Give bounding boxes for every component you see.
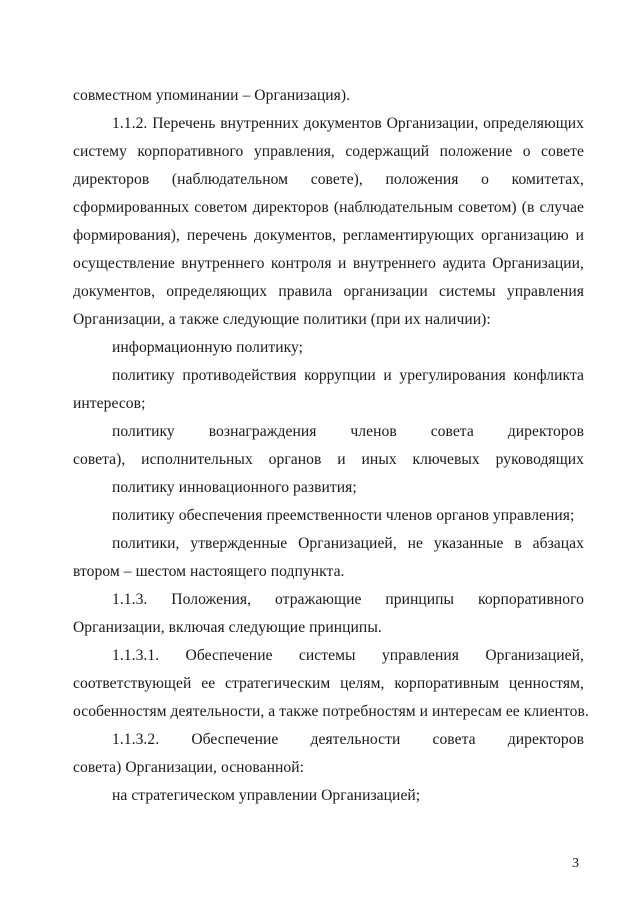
text-line: Организации, а также следующие политики (при их наличии):	[73, 311, 491, 328]
text-line: 1.1.3. Положения, отражающие принципы корпоративного	[112, 591, 584, 608]
text-line: сформированных советом директоров (наблюдательным советом) (в случае	[73, 199, 584, 216]
list-item: политику обеспечения преемственности членов органов управления;	[112, 507, 575, 524]
text-line: 1.1.3.2. Обеспечение деятельности совета директоров	[112, 731, 584, 748]
list-item: политики, утвержденные Организацией, не указанные в абзацах	[112, 535, 584, 552]
text-line: совета) Организации, основанной:	[73, 759, 304, 776]
text-line: 1.1.2. Перечень внутренних документов Организации, определяющих	[112, 115, 584, 132]
text-line: совместном упоминании – Организация).	[73, 87, 351, 104]
text-line: директоров (наблюдательном совете), положения о комитетах,	[73, 171, 584, 188]
list-item: информационную политику;	[112, 339, 304, 356]
text-line: втором – шестом настоящего подпункта.	[73, 563, 345, 580]
text-line: особенностям деятельности, а также потребностям и интересам ее клиентов.	[73, 703, 589, 720]
page-number: 3	[572, 856, 579, 871]
text-line: Организации, включая следующие принципы.	[73, 619, 382, 636]
list-item: политику инновационного развития;	[112, 479, 357, 496]
text-line: совета), исполнительных органов и иных ключевых руководящих	[73, 451, 584, 468]
list-item: на стратегическом управлении Организацией;	[112, 787, 421, 804]
text-line: документов, определяющих правила организации системы управления	[73, 283, 584, 300]
list-item: политику вознаграждения членов совета директоров	[112, 423, 584, 440]
text-line: формирования), перечень документов, регламентирующих организацию и	[73, 227, 584, 244]
text-line: соответствующей ее стратегическим целям, корпоративным ценностям,	[73, 675, 584, 692]
text-line: интересов;	[73, 395, 146, 412]
text-line: 1.1.3.1. Обеспечение системы управления Организацией,	[112, 647, 584, 664]
text-line: осуществление внутреннего контроля и внутреннего аудита Организации,	[73, 255, 584, 272]
text-line: систему корпоративного управления, содержащий положение о совете	[73, 143, 584, 160]
list-item: политику противодействия коррупции и урегулирования конфликта	[112, 367, 584, 384]
